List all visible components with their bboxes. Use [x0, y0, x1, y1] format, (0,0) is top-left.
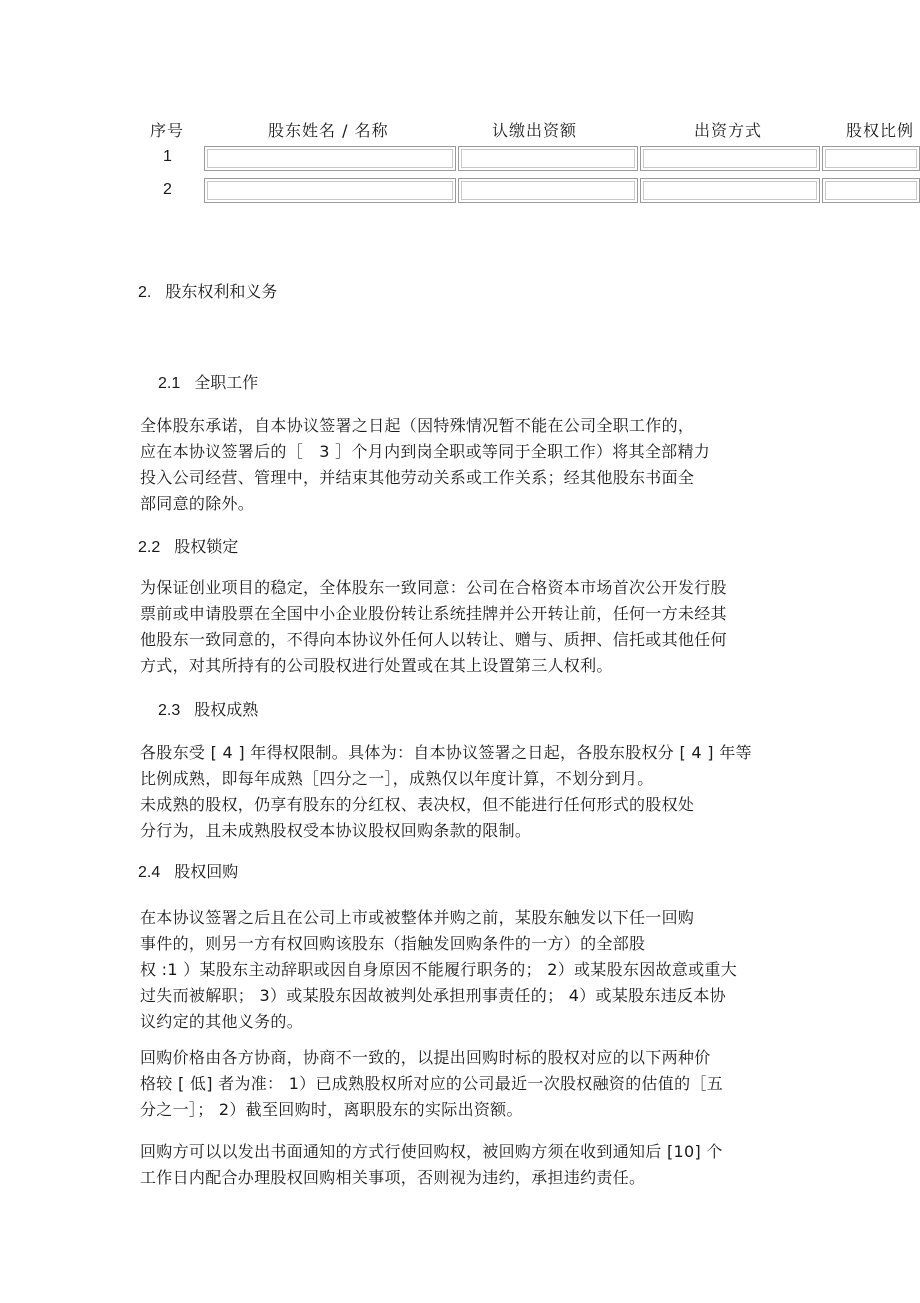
text-line: 投入公司经营、管理中，并结束其他劳动关系或工作关系；经其他股东书面全: [140, 468, 695, 487]
header-equity-ratio: 股权比例: [846, 121, 915, 140]
subsection-heading: [158, 370, 258, 393]
text-line: 议约定的其他义务的。: [140, 1012, 304, 1031]
paragraph: [140, 413, 800, 517]
subsection-title: 股权成熟: [194, 700, 259, 719]
text-line: 全体股东承诺，自本协议签署之日起（因特殊情况暂不能在公司全职工作的，: [140, 416, 695, 435]
table-cell-name: [204, 146, 456, 171]
table-cell-ratio: [822, 146, 920, 171]
paragraph: [140, 740, 800, 844]
text-line: 各股东受 [ 4 ] 年得权限制。具体为：自本协议签署之日起，各股东股权分 [ 4 ] 年等: [140, 743, 752, 762]
header-index: 序号: [150, 121, 185, 140]
subsection-heading: [138, 534, 238, 557]
text-line: 应在本协议签署后的［ 3 ］个月内到岗全职或等同于全职工作）将其全部精力: [140, 442, 711, 461]
text-line: 票前或申请股票在全国中小企业股份转让系统挂牌并公开转让前，任何一方未经其: [140, 604, 727, 623]
text-line: 他股东一致同意的，不得向本协议外任何人以转让、赠与、质押、信托或其他任何: [140, 630, 727, 649]
subsection-title: 股权锁定: [174, 537, 239, 556]
section-heading: [138, 279, 277, 302]
table-cell-name: [204, 178, 456, 203]
header-shareholder-name: 股东姓名 / 名称: [268, 121, 389, 140]
paragraph: [140, 575, 800, 679]
text-line: 部同意的除外。: [140, 494, 255, 513]
table-cell-method: [640, 178, 820, 203]
table-cell-capital: [458, 178, 638, 203]
subsection-heading: [138, 859, 238, 882]
subsection-heading: [158, 697, 258, 720]
text-line: 工作日内配合办理股权回购相关事项，否则视为违约，承担违约责任。: [140, 1168, 646, 1187]
subsection-title: 股权回购: [174, 862, 239, 881]
table-cell-ratio: [822, 178, 920, 203]
subsection-number: 2.4: [138, 864, 161, 881]
text-line: 比例成熟，即每年成熟［四分之一］，成熟仅以年度计算，不划分到月。: [140, 769, 654, 788]
table-cell-method: [640, 146, 820, 171]
header-contribution-method: 出资方式: [694, 121, 763, 140]
paragraph: [140, 1139, 800, 1191]
text-line: 分之一］； 2）截至回购时，离职股东的实际出资额。: [140, 1100, 523, 1119]
subsection-number: 2.1: [158, 375, 181, 392]
text-line: 在本协议签署之后且在公司上市或被整体并购之前，某股东触发以下任一回购: [140, 908, 695, 927]
subsection-title: 全职工作: [194, 373, 259, 392]
row-number: 2: [163, 181, 172, 198]
row-number: 1: [163, 148, 172, 165]
section-title: 股东权利和义务: [165, 282, 278, 301]
section-number: 2.: [138, 284, 152, 301]
subsection-number: 2.2: [138, 539, 161, 556]
header-subscribed-capital: 认缴出资额: [492, 121, 578, 140]
text-line: 未成熟的股权，仍享有股东的分红权、表决权，但不能进行任何形式的股权处: [140, 795, 695, 814]
text-line: 权 :1 ）某股东主动辞职或因自身原因不能履行职务的； 2）或某股东因故意或重大: [140, 960, 738, 979]
paragraph: [140, 1045, 800, 1123]
text-line: 格较 [ 低] 者为准： 1）已成熟股权所对应的公司最近一次股权融资的估值的［五: [140, 1074, 724, 1093]
text-line: 为保证创业项目的稳定，全体股东一致同意：公司在合格资本市场首次公开发行股: [140, 578, 727, 597]
paragraph: [140, 905, 800, 1035]
text-line: 回购方可以以发出书面通知的方式行使回购权，被回购方须在收到通知后 [10] 个: [140, 1142, 723, 1161]
text-line: 回购价格由各方协商，协商不一致的，以提出回购时标的股权对应的以下两种价: [140, 1048, 711, 1067]
subsection-number: 2.3: [158, 702, 181, 719]
table-cell-capital: [458, 146, 638, 171]
text-line: 过失而被解职； 3）或某股东因故被判处承担刑事责任的； 4）或某股东违反本协: [140, 986, 726, 1005]
text-line: 方式，对其所持有的公司股权进行处置或在其上设置第三人权利。: [140, 656, 613, 675]
text-line: 分行为，且未成熟股权受本协议股权回购条款的限制。: [140, 821, 532, 840]
text-line: 事件的，则另一方有权回购该股东（指触发回购条件的一方）的全部股: [140, 934, 646, 953]
